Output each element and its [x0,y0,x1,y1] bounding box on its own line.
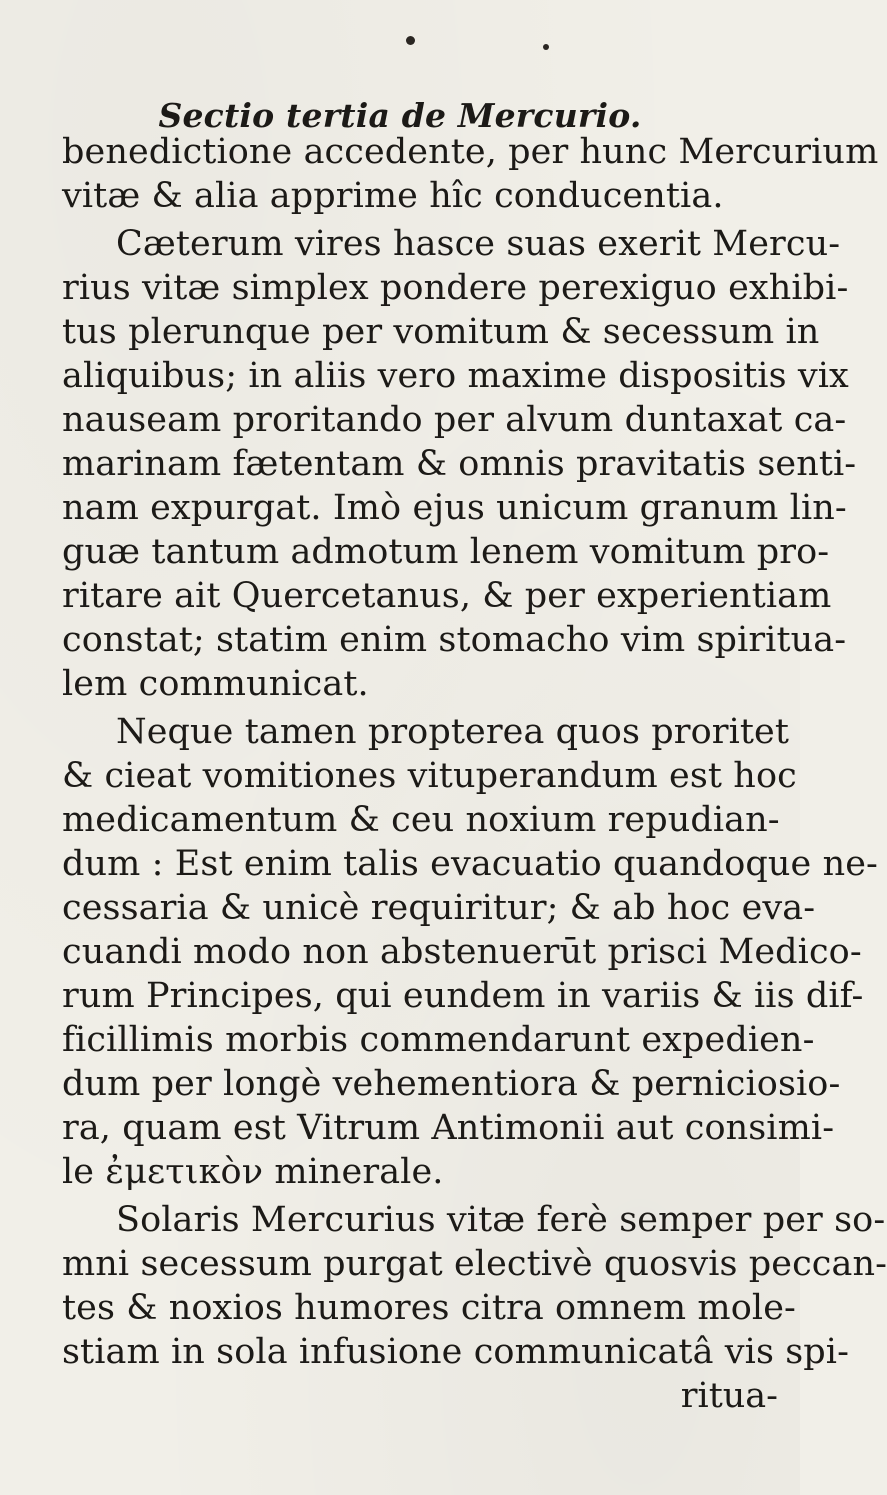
text-line: guæ tantum admotum lenem vomitum pro- [62,532,830,572]
ink-spot-mark [406,36,415,45]
text-line: ra, quam est Vitrum Antimonii aut consimi- [62,1108,835,1148]
text-line: stiam in sola infusione communicatâ vis spi- [62,1332,850,1372]
text-line: le ἐμετικὸν minerale. [62,1152,444,1192]
text-line: rum Principes, qui eundem in variis & iis dif- [62,976,864,1016]
text-line: & cieat vomitiones vituperandum est hoc [62,756,797,796]
text-line: marinam fætentam & omnis pravitatis senti- [62,444,857,484]
text-line: rius vitæ simplex pondere perexiguo exhibi- [62,268,849,308]
text-line: tes & noxios humores citra omnem mole- [62,1288,796,1328]
text-line: vitæ & alia apprime hîc conducentia. [62,176,724,216]
paragraph-start-line: Neque tamen propterea quos proritet [116,712,790,752]
running-title: Sectio tertia de Mercurio. [158,96,642,135]
text-line: lem communicat. [62,664,369,704]
text-line: cessaria & unicè requiritur; & ab hoc eva- [62,888,816,928]
text-line: ritare ait Quercetanus, & per experientiam [62,576,832,616]
paragraph-start-line: Cæterum vires hasce suas exerit Mercu- [116,224,841,264]
text-line: medicamentum & ceu noxium repudian- [62,800,780,840]
text-line: cuandi modo non abstenuerūt prisci Medico- [62,932,862,972]
text-line: dum : Est enim talis evacuatio quandoque ne- [62,844,878,884]
catchword: ritua- [680,1376,778,1416]
text-line: ficillimis morbis commendarunt expedien- [62,1020,815,1060]
text-line: mni secessum purgat electivè quosvis peccan- [62,1244,887,1284]
text-line: aliquibus; in aliis vero maxime dispositis vix [62,356,849,396]
paragraph-start-line: Solaris Mercurius vitæ ferè semper per so- [116,1200,886,1240]
text-line: benedictione accedente, per hunc Mercurium [62,132,879,172]
text-line: nam expurgat. Imò ejus unicum granum lin- [62,488,847,528]
text-line: nauseam proritando per alvum duntaxat ca- [62,400,847,440]
ink-spot-mark [543,44,549,50]
text-line: tus plerunque per vomitum & secessum in [62,312,820,352]
body-text [62,130,887,1418]
text-line: constat; statim enim stomacho vim spiritua- [62,620,847,660]
text-line: dum per longè vehementiora & perniciosio- [62,1064,841,1104]
